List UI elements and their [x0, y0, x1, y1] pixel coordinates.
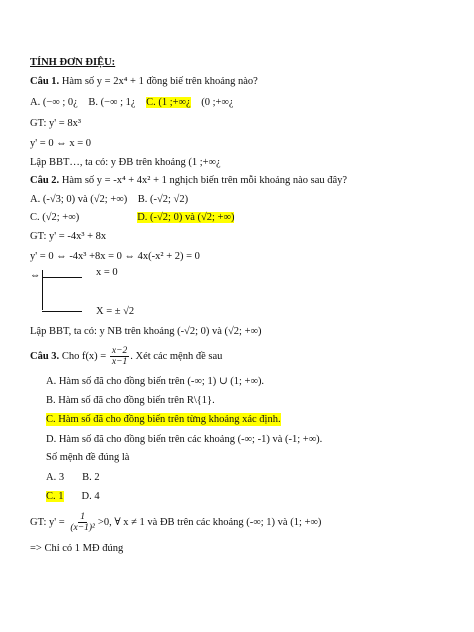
- question-1-options: [30, 96, 234, 109]
- q2-option-c: C. (√2; +∞): [30, 212, 80, 223]
- q3-option-a: A. 3: [46, 472, 65, 483]
- q1-solution-roots: y' = 0 ⇔ x = 0: [30, 138, 91, 149]
- section-title: TÍNH ĐƠN ĐIỆU:: [30, 57, 116, 68]
- q3-option-c-highlighted: C. 1: [46, 491, 64, 502]
- q3-options-row1: [46, 471, 100, 484]
- q3-conclusion: => Chỉ có 1 MĐ đúng: [30, 543, 124, 554]
- question-1: [30, 75, 258, 88]
- q3-option-b: B. 2: [82, 472, 100, 483]
- question-3-post: . Xét các mệnh đề sau: [130, 350, 223, 362]
- question-3: [30, 346, 222, 367]
- q3-solution-fraction: [68, 512, 97, 533]
- q3-option-d: D. 4: [81, 491, 100, 502]
- q3-statement-c-highlighted: C. Hàm số đã cho đồng biến trên từng khoảng xác định.: [46, 414, 281, 425]
- q3-count-question: Số mệnh đề đúng là: [46, 452, 130, 463]
- q3-statement-b: B. Hàm số đã cho đồng biến trên R\{1}.: [46, 395, 215, 406]
- q3-statement-d: D. Hàm số đã cho đồng biến trên các khoảng (-∞; -1) và (-1; +∞).: [46, 434, 323, 445]
- q3-solution-denominator: (x−1)²: [70, 523, 95, 533]
- q1-option-d: (0 ;+∞¿: [201, 97, 234, 108]
- q1-option-b: B. (−∞ ; 1¿: [88, 97, 136, 108]
- q2-option-a: A. (-√3; 0) và (√2; +∞): [30, 194, 128, 205]
- question-2: [30, 174, 347, 187]
- question-3-pre: Cho f(x) =: [59, 350, 109, 362]
- q1-option-a: A. (−∞ ; 0¿: [30, 97, 78, 108]
- q3-fraction-denominator: x−1: [111, 357, 128, 367]
- question-1-label: Câu 1.: [30, 76, 60, 87]
- q1-solution-derivative: GT: y' = 8x³: [30, 118, 81, 129]
- q2-equivalent-symbol: ⇔: [30, 270, 41, 281]
- case-bracket: [42, 270, 43, 310]
- question-3-label: Câu 3.: [30, 350, 60, 362]
- q2-option-b: B. (-√2; √2): [137, 194, 189, 205]
- q3-solution-post: >0, ∀ x ≠ 1 và ĐB trên các khoảng (-∞; 1) và (1; +∞): [97, 516, 322, 528]
- q2-option-d-highlighted: D. (-√2; 0) và (√2; +∞): [137, 212, 235, 223]
- q2-solution-derivative: GT: y' = -4x³ + 8x: [30, 231, 107, 242]
- q2-case-2: X = ± √2: [96, 306, 135, 317]
- q3-solution-pre: GT: y' =: [30, 516, 68, 528]
- question-2-options-row1: [30, 193, 188, 206]
- question-2-text: Hàm số y = -x⁴ + 4x² + 1 nghịch biến trên mỗi khoảng nào sau đây?: [59, 175, 348, 186]
- q2-case-1: x = 0: [96, 267, 118, 278]
- q1-option-c-highlighted: C. (1 ;+∞¿: [146, 97, 191, 108]
- q3-fraction: [110, 346, 129, 367]
- question-2-label: Câu 2.: [30, 175, 60, 186]
- q1-solution-conclusion: Lập BBT…, ta có: y ĐB trên khoảng (1 ;+∞¿: [30, 157, 221, 168]
- q3-fraction-numerator: x−2: [111, 346, 128, 356]
- question-1-text: Hàm số y = 2x⁴ + 1 đồng biế trên khoảng nào?: [59, 76, 258, 87]
- q3-solution-numerator: 1: [80, 512, 85, 522]
- question-2-options-row2: [30, 211, 234, 224]
- q3-options-row2: [46, 490, 100, 503]
- q2-solution-roots: y' = 0 ⇔ -4x³ +8x = 0 ⇔ 4x(-x² + 2) = 0: [30, 251, 200, 262]
- q3-statement-a: A. Hàm số đã cho đồng biến trên (-∞; 1) ∪ (1; +∞).: [46, 376, 265, 387]
- q3-solution: [30, 512, 321, 533]
- q2-solution-conclusion: Lập BBT, ta có: y NB trên khoảng (-√2; 0) và (√2; +∞): [30, 326, 262, 337]
